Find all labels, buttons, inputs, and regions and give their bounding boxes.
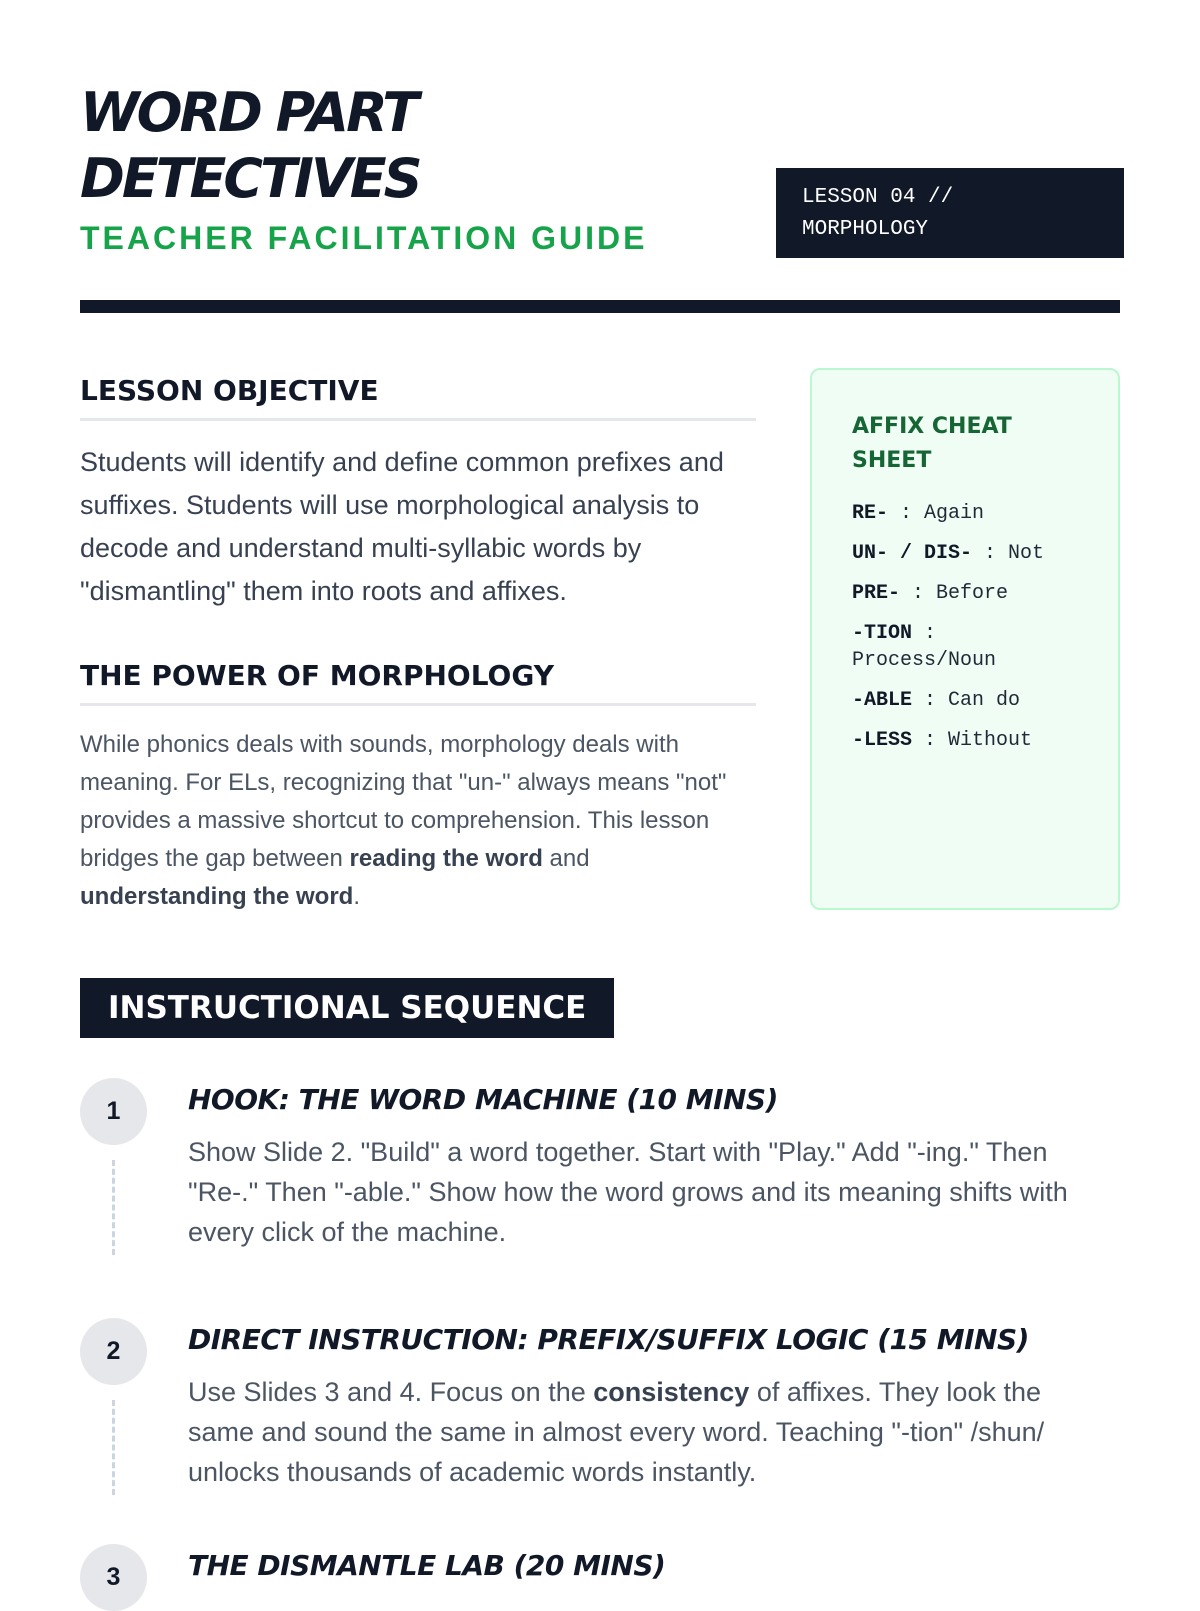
- lesson-tag: [776, 168, 1124, 258]
- document-subtitle: TEACHER FACILITATION GUIDE: [80, 220, 648, 256]
- step-description: Show Slide 2. "Build" a word together. Start with "Play." Add "-ing." Then "Re-." Then "-able." Show how the word grows and its meaning shifts with every click of the machine.: [188, 1137, 1068, 1247]
- cheat-affix: -LESS: [852, 729, 913, 752]
- page-header: [80, 80, 1120, 256]
- affix-cheat-sheet: [810, 368, 1120, 910]
- power-text: [80, 726, 756, 916]
- cheat-affix: -TION: [852, 622, 913, 645]
- step-number-badge: 3: [80, 1544, 147, 1611]
- power-text-before: While phonics deals with sounds, morphology deals with meaning. For ELs, recognizing that "un-" always means "not" provides a massive shortcut to comprehension. This lesson bridges the gap between: [80, 731, 727, 872]
- step-title: DIRECT INSTRUCTION: PREFIX/SUFFIX LOGIC (15 MINS): [188, 1323, 1029, 1356]
- title-line-2: DETECTIVES: [80, 147, 420, 210]
- cheat-meaning: Can do: [948, 689, 1021, 712]
- step-title: THE DISMANTLE LAB (20 MINS): [188, 1549, 666, 1582]
- header-divider: [80, 300, 1120, 313]
- power-block: [80, 657, 756, 916]
- cheat-meaning: Before: [936, 582, 1009, 605]
- step-number-badge: 2: [80, 1318, 147, 1385]
- power-text-after: .: [353, 883, 360, 910]
- cheat-item: UN- / DIS- : Not: [852, 542, 1045, 565]
- cheat-sheet-list: [852, 500, 1078, 754]
- step-description: [188, 1372, 1104, 1492]
- overview-section: [80, 372, 756, 916]
- cheat-affix: PRE-: [852, 582, 901, 605]
- document-title: [80, 80, 600, 212]
- cheat-affix: UN- / DIS-: [852, 542, 973, 565]
- step-connector: [112, 1400, 115, 1495]
- cheat-meaning: Not: [1008, 542, 1045, 565]
- cheat-item: -ABLE : Can do: [852, 689, 1021, 712]
- power-heading: THE POWER OF MORPHOLOGY: [80, 657, 756, 706]
- lesson-tag-line-2: MORPHOLOGY: [802, 218, 929, 241]
- power-bold-reading: reading the word: [349, 845, 543, 872]
- lesson-tag-line-1: LESSON 04 //: [802, 186, 954, 209]
- power-text-middle: and: [542, 845, 590, 872]
- cheat-meaning: Again: [924, 502, 985, 525]
- cheat-item: -LESS : Without: [852, 729, 1033, 752]
- cheat-meaning: Process/Noun: [852, 649, 997, 672]
- title-line-1: WORD PART: [80, 81, 417, 144]
- cheat-item: PRE- : Before: [852, 582, 1009, 605]
- objective-heading: LESSON OBJECTIVE: [80, 372, 756, 421]
- objective-text: Students will identify and define common prefixes and suffixes. Students will use morphological analysis to decode and understand multi-syllabic words by "dismantling" them into roots and affixes.: [80, 447, 724, 606]
- cheat-sheet-title: AFFIX CHEAT SHEET: [852, 414, 1012, 473]
- step-desc-bold: consistency: [593, 1377, 750, 1407]
- step-connector: [112, 1160, 115, 1255]
- step-title: HOOK: THE WORD MACHINE (10 MINS): [188, 1083, 778, 1116]
- cheat-item: RE- : Again: [852, 502, 985, 525]
- step-desc-before: Use Slides 3 and 4. Focus on the: [188, 1377, 594, 1407]
- sequence-heading: INSTRUCTIONAL SEQUENCE: [80, 978, 614, 1038]
- step-desc-after: of affixes. They look the same and sound the same in almost every word. Teaching "-tion" /shun/ unlocks thousands of academic words instantly.: [188, 1377, 1045, 1487]
- step-number-badge: 1: [80, 1078, 147, 1145]
- objective-block: [80, 372, 756, 613]
- cheat-meaning: Without: [948, 729, 1033, 752]
- power-bold-understanding: understanding the word: [80, 883, 354, 910]
- cheat-item: -TION : Process/Noun: [852, 622, 997, 672]
- cheat-affix: -ABLE: [852, 689, 913, 712]
- cheat-affix: RE-: [852, 502, 889, 525]
